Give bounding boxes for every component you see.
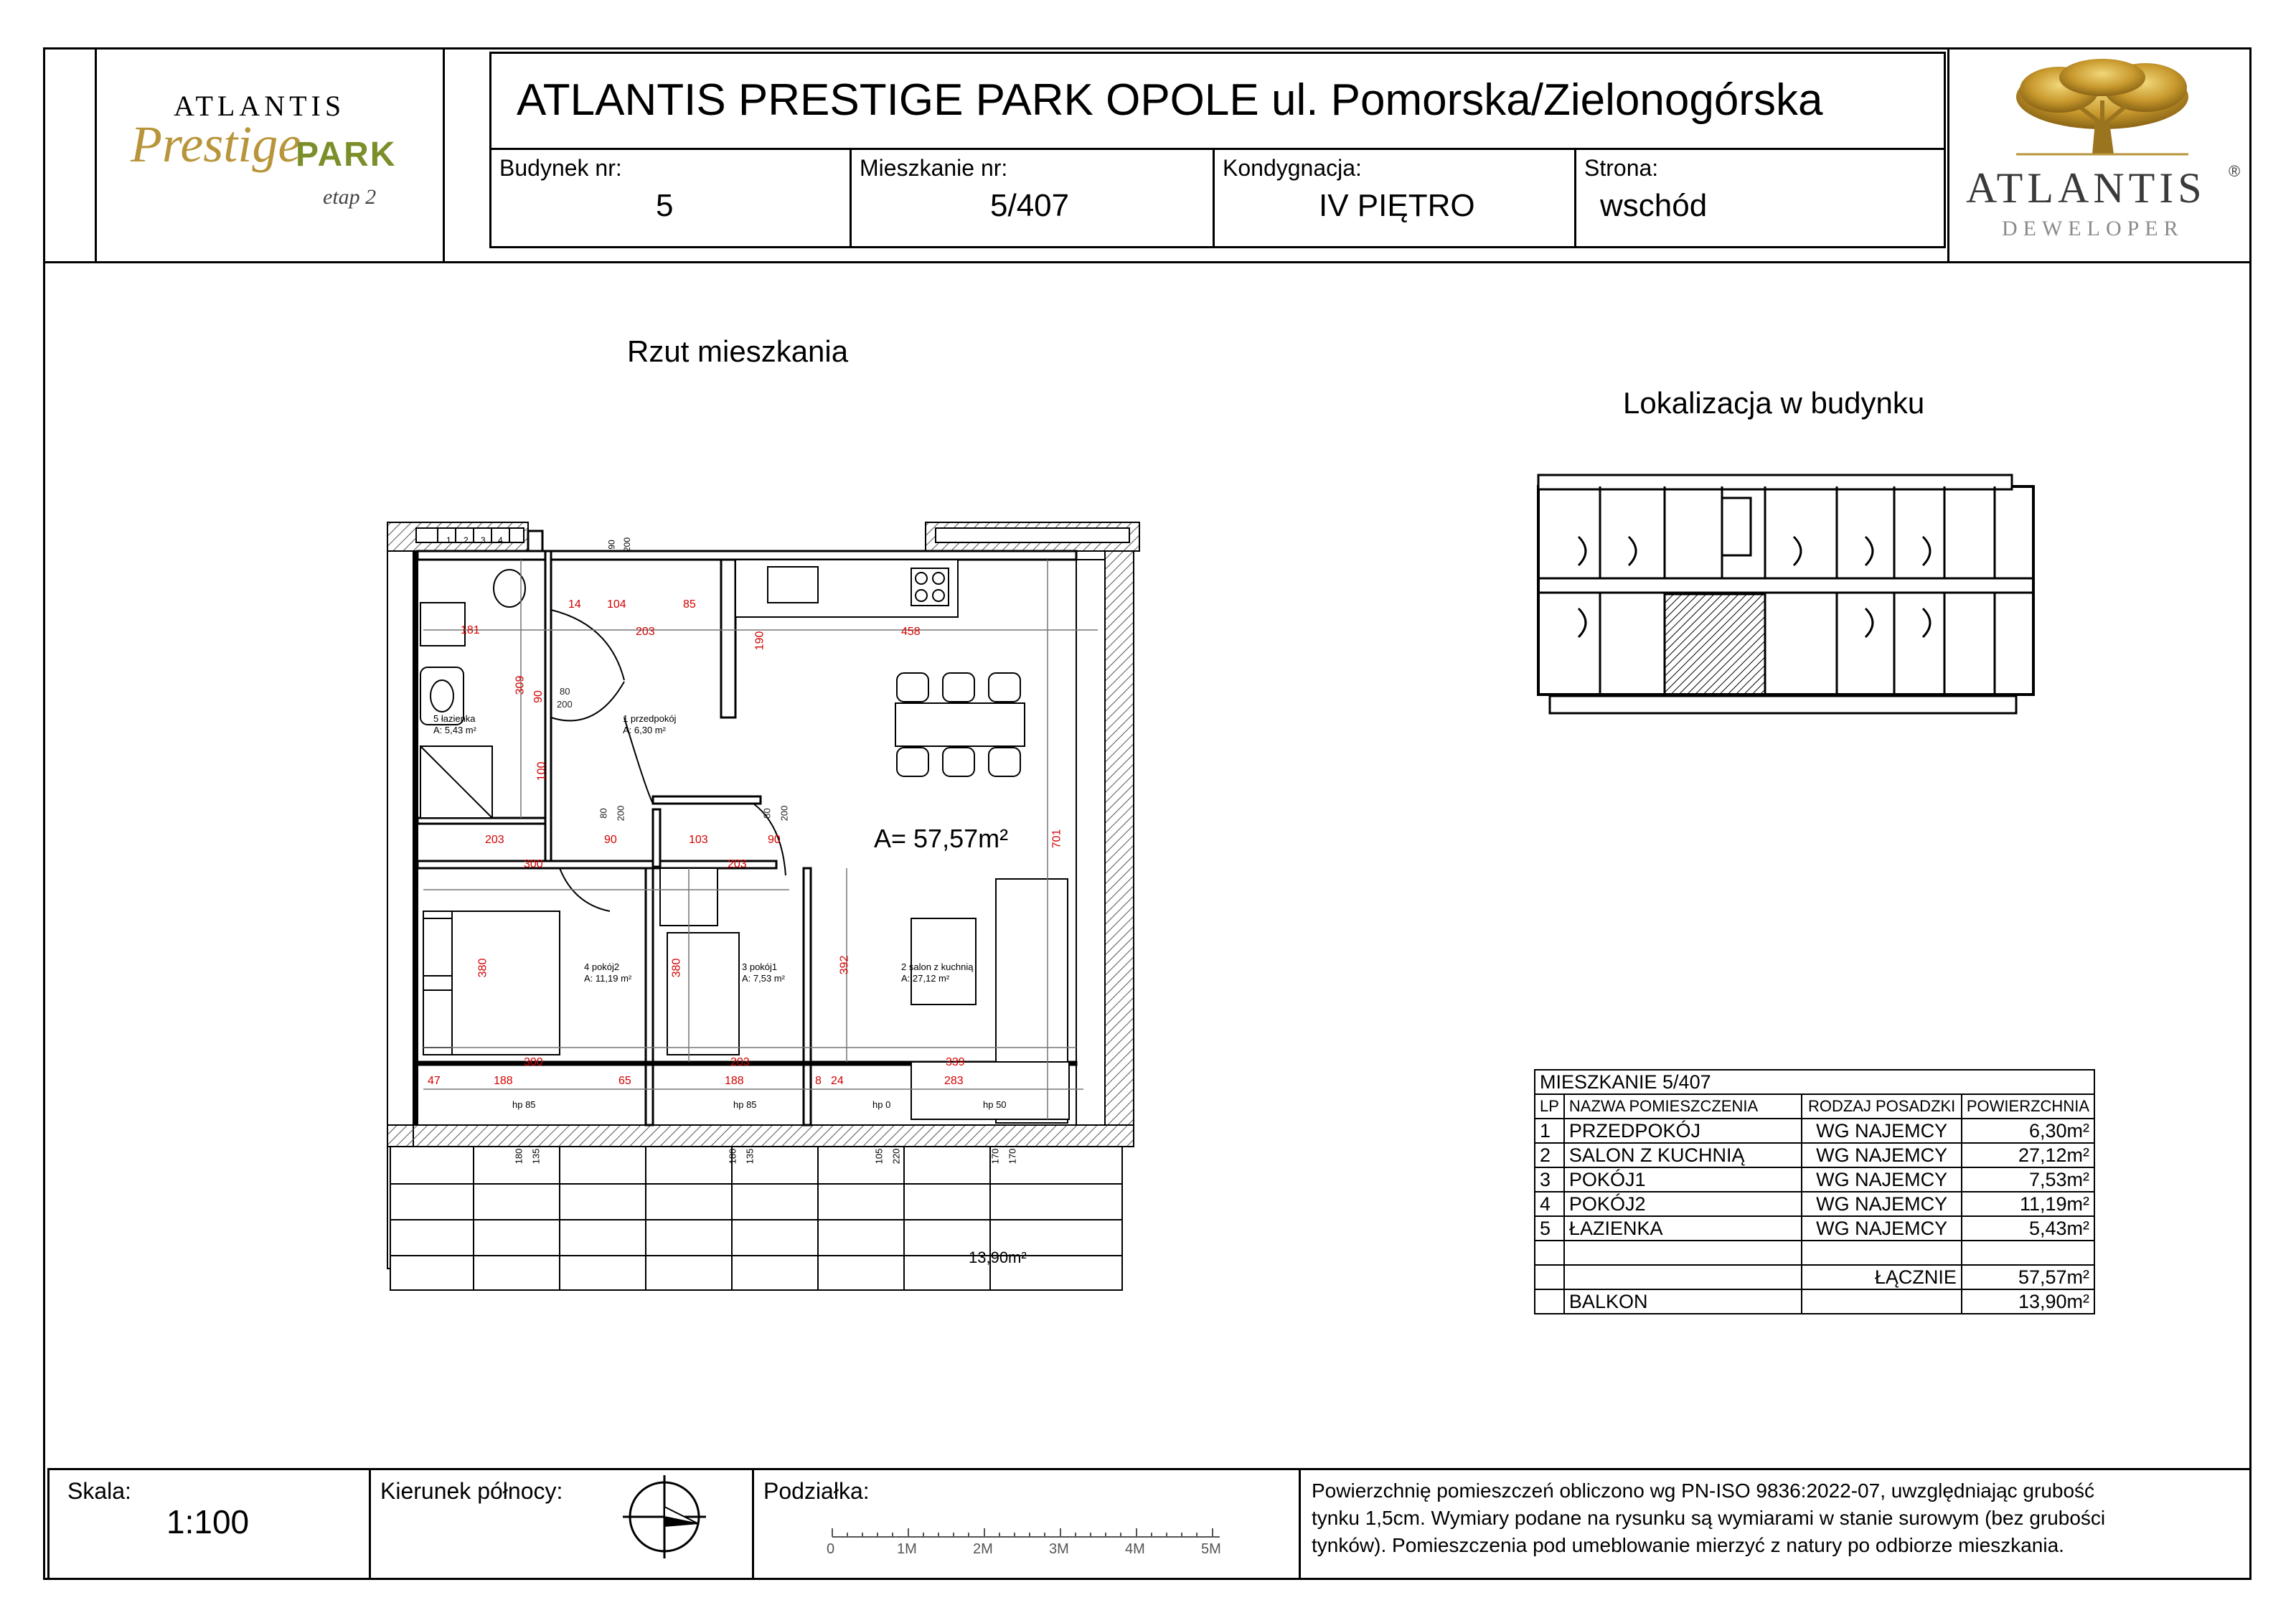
left-logo-atlantis: ATLANTIS xyxy=(174,90,346,122)
note-180-a: 180 xyxy=(513,1148,524,1165)
total-value: 57,57m² xyxy=(1962,1265,2094,1289)
north-arrow-icon xyxy=(621,1474,707,1560)
bar-tick-3: 3M xyxy=(1049,1541,1069,1557)
row-floor: WG NAJEMCY xyxy=(1802,1216,1962,1241)
header-cell-divider-3 xyxy=(1574,148,1576,248)
apartment-label: Mieszkanie nr: xyxy=(860,155,1008,181)
plan-windows xyxy=(416,528,1129,542)
kitchen-fixtures xyxy=(735,560,958,617)
dim-90-b: 90 xyxy=(604,834,617,846)
balcony-area: 13,90m² xyxy=(969,1248,1027,1266)
table-row xyxy=(1535,1143,2094,1167)
dim-85: 85 xyxy=(683,598,696,611)
bed-room2 xyxy=(423,911,560,1055)
scale-label: Skala: xyxy=(67,1478,131,1504)
dim-203-a: 203 xyxy=(636,626,655,638)
dim-203-d: 203 xyxy=(730,1056,750,1068)
row-name: POKÓJ1 xyxy=(1564,1167,1802,1192)
window-num-2: 2 xyxy=(464,535,469,545)
dim-200-c: 200 xyxy=(778,805,790,822)
row-floor: WG NAJEMCY xyxy=(1802,1167,1962,1192)
left-logo-prestige: Prestige xyxy=(131,116,301,173)
row-floor: WG NAJEMCY xyxy=(1802,1143,1962,1167)
dim-300-a: 300 xyxy=(524,858,543,870)
row-floor: WG NAJEMCY xyxy=(1802,1119,1962,1143)
dim-181: 181 xyxy=(461,624,480,636)
row-area: 7,53m² xyxy=(1962,1167,2094,1192)
left-logo-etap: etap 2 xyxy=(323,185,377,209)
dim-300-b: 300 xyxy=(524,1056,543,1068)
right-logo-sub: DEWELOPER xyxy=(2002,217,2184,240)
dim-104: 104 xyxy=(607,598,626,611)
room-area-pokoj2: A: 11,19 m² xyxy=(584,973,632,984)
scale-value: 1:100 xyxy=(166,1503,250,1540)
floor-label: Kondygnacja: xyxy=(1223,155,1362,181)
building-label: Budynek nr: xyxy=(499,155,622,181)
dim-8: 8 xyxy=(815,1075,822,1087)
row-lp: 3 xyxy=(1535,1167,1564,1192)
dim-380-a: 380 xyxy=(476,958,489,978)
side-value: wschód xyxy=(1600,188,1708,223)
location-title: Lokalizacja w budynku xyxy=(1623,386,1925,420)
floor-value: IV PIĘTRO xyxy=(1319,188,1475,223)
bar-tick-1: 1M xyxy=(897,1541,917,1557)
table-row-empty xyxy=(1535,1241,2094,1265)
dim-200-b: 200 xyxy=(615,805,626,822)
plan-title: Rzut mieszkania xyxy=(627,334,849,368)
side-label: Strona: xyxy=(1584,155,1659,181)
total-label: ŁĄCZNIE xyxy=(1802,1265,1962,1289)
col-name: NAZWA POMIESZCZENIA xyxy=(1564,1094,1802,1119)
balcony xyxy=(390,1147,1122,1290)
note-135-a: 135 xyxy=(530,1148,542,1165)
right-logo-brand: ATLANTIS xyxy=(1966,164,2206,212)
dim-309: 309 xyxy=(514,675,527,695)
row-name: ŁAZIENKA xyxy=(1564,1216,1802,1241)
right-logo-reg: ® xyxy=(2229,162,2241,180)
row-area: 11,19m² xyxy=(1962,1192,2094,1216)
building-value: 5 xyxy=(656,188,674,223)
row-name: PRZEDPOKÓJ xyxy=(1564,1119,1802,1143)
rooms-table-title: MIESZKANIE 5/407 xyxy=(1535,1070,2094,1094)
room-label-pokoj1: 3 pokój1 xyxy=(742,961,778,972)
room-area-lazienka: A: 5,43 m² xyxy=(433,725,476,735)
room-label-salon: 2 salon z kuchnią xyxy=(901,961,974,972)
dim-188-a: 188 xyxy=(494,1075,513,1087)
note-hp0: hp 0 xyxy=(872,1099,891,1110)
room-label-pokoj2: 4 pokój2 xyxy=(584,961,620,972)
col-area: POWIERZCHNIA xyxy=(1962,1094,2094,1119)
apartment-area: A= 57,57m² xyxy=(874,824,1009,853)
dim-188-b: 188 xyxy=(725,1075,744,1087)
footer-note-1: Powierzchnię pomieszczeń obliczono wg PN-ISO 9836:2022-07, uwzględniając grubość xyxy=(1312,1479,2095,1502)
dim-701: 701 xyxy=(1050,829,1063,849)
dining-table xyxy=(895,673,1025,776)
dim-65: 65 xyxy=(618,1075,631,1087)
row-name: SALON Z KUCHNIĄ xyxy=(1564,1143,1802,1167)
room-area-pokoj1: A: 7,53 m² xyxy=(742,973,785,984)
table-row xyxy=(1535,1167,2094,1192)
header-title: ATLANTIS PRESTIGE PARK OPOLE ul. Pomorska/Zielonogórska xyxy=(517,75,1823,125)
footer-divider-1 xyxy=(369,1468,371,1580)
note-170-a: 170 xyxy=(989,1148,1001,1165)
tree-logo-icon xyxy=(2009,57,2196,158)
floor-plan xyxy=(380,502,1141,1292)
footer-note-2: tynku 1,5cm. Wymiary podane na rysunku są wymiarami w stanie surowym (bez grubości xyxy=(1312,1507,2106,1529)
dim-203-c: 203 xyxy=(728,858,747,870)
note-170-b: 170 xyxy=(1007,1148,1018,1165)
dim-90-c: 90 xyxy=(768,834,781,846)
footer-divider-2 xyxy=(752,1468,754,1580)
window-num-4: 4 xyxy=(498,535,503,545)
note-180-b: 180 xyxy=(727,1148,738,1165)
row-lp: 1 xyxy=(1535,1119,1564,1143)
row-area: 5,43m² xyxy=(1962,1216,2094,1241)
row-lp: 4 xyxy=(1535,1192,1564,1216)
row-floor: WG NAJEMCY xyxy=(1802,1192,1962,1216)
table-row xyxy=(1535,1192,2094,1216)
dim-14: 14 xyxy=(568,598,581,611)
dim-103: 103 xyxy=(689,834,708,846)
dim-80-b: 80 xyxy=(598,808,609,819)
balcony-value: 13,90m² xyxy=(1962,1289,2094,1314)
dim-24: 24 xyxy=(831,1075,844,1087)
row-area: 6,30m² xyxy=(1962,1119,2094,1143)
row-area: 27,12m² xyxy=(1962,1143,2094,1167)
bar-tick-0: 0 xyxy=(827,1541,835,1557)
footer-divider-3 xyxy=(1299,1468,1301,1580)
bar-tick-5: 5M xyxy=(1201,1541,1221,1557)
room-area-salon: A: 27,12 m² xyxy=(901,973,950,984)
header-divider xyxy=(43,261,2252,263)
north-label: Kierunek północy: xyxy=(380,1478,563,1504)
dim-80-c: 80 xyxy=(761,808,773,819)
dim-200-a: 200 xyxy=(557,699,573,710)
dim-190: 190 xyxy=(753,631,766,651)
header-cell-divider-1 xyxy=(850,148,852,248)
apartment-value: 5/407 xyxy=(990,188,1070,223)
scale-bar xyxy=(825,1525,1227,1554)
left-logo-park: PARK xyxy=(296,136,397,174)
rooms-table xyxy=(1534,1069,2095,1314)
dim-458: 458 xyxy=(901,626,921,638)
footer-note-3: tynków). Pomieszczenia pod umeblowanie mierzyć z natury po odbiorze mieszkania. xyxy=(1312,1534,2064,1556)
note-hp85-a: hp 85 xyxy=(512,1099,536,1110)
room-label-lazienka: 5 łazienka xyxy=(433,713,476,724)
note-hp85-b: hp 85 xyxy=(733,1099,757,1110)
window-num-1: 1 xyxy=(446,535,451,545)
page-frame xyxy=(43,47,2252,1580)
sofa xyxy=(911,879,1069,1123)
dim-203-b: 203 xyxy=(485,834,504,846)
note-90: 90 xyxy=(606,540,617,550)
dim-283: 283 xyxy=(944,1075,964,1087)
dim-80-a: 80 xyxy=(560,686,570,697)
note-200: 200 xyxy=(622,537,633,552)
table-row-balcony xyxy=(1535,1289,2094,1314)
dim-392: 392 xyxy=(838,955,851,975)
table-row xyxy=(1535,1216,2094,1241)
balcony-label: BALKON xyxy=(1564,1289,1802,1314)
table-row xyxy=(1535,1119,2094,1143)
window-num-3: 3 xyxy=(481,535,486,545)
note-hp50: hp 50 xyxy=(983,1099,1007,1110)
row-lp: 5 xyxy=(1535,1216,1564,1241)
room-area-przedpokoj: A: 6,30 m² xyxy=(623,725,666,735)
bar-tick-2: 2M xyxy=(973,1541,993,1557)
dim-100: 100 xyxy=(535,761,548,781)
dim-47: 47 xyxy=(428,1075,441,1087)
col-floor: RODZAJ POSADZKI xyxy=(1802,1094,1962,1119)
bar-label: Podziałka: xyxy=(763,1478,870,1504)
note-105: 105 xyxy=(873,1148,885,1165)
bathroom-fixtures xyxy=(420,570,525,818)
header-title-divider xyxy=(489,148,1946,150)
right-logo-box xyxy=(1947,47,1949,261)
room-label-przedpokoj: 1 przedpokój xyxy=(623,713,677,724)
dim-90-a: 90 xyxy=(532,690,545,703)
col-lp: LP xyxy=(1535,1094,1564,1119)
dim-380-b: 380 xyxy=(670,958,683,978)
dim-339: 339 xyxy=(946,1056,965,1068)
note-220: 220 xyxy=(890,1148,902,1165)
bar-tick-4: 4M xyxy=(1125,1541,1145,1557)
table-row-total xyxy=(1535,1265,2094,1289)
location-plan xyxy=(1535,472,2038,723)
note-135-b: 135 xyxy=(744,1148,756,1165)
row-lp: 2 xyxy=(1535,1143,1564,1167)
header-cell-divider-2 xyxy=(1213,148,1215,248)
row-name: POKÓJ2 xyxy=(1564,1192,1802,1216)
